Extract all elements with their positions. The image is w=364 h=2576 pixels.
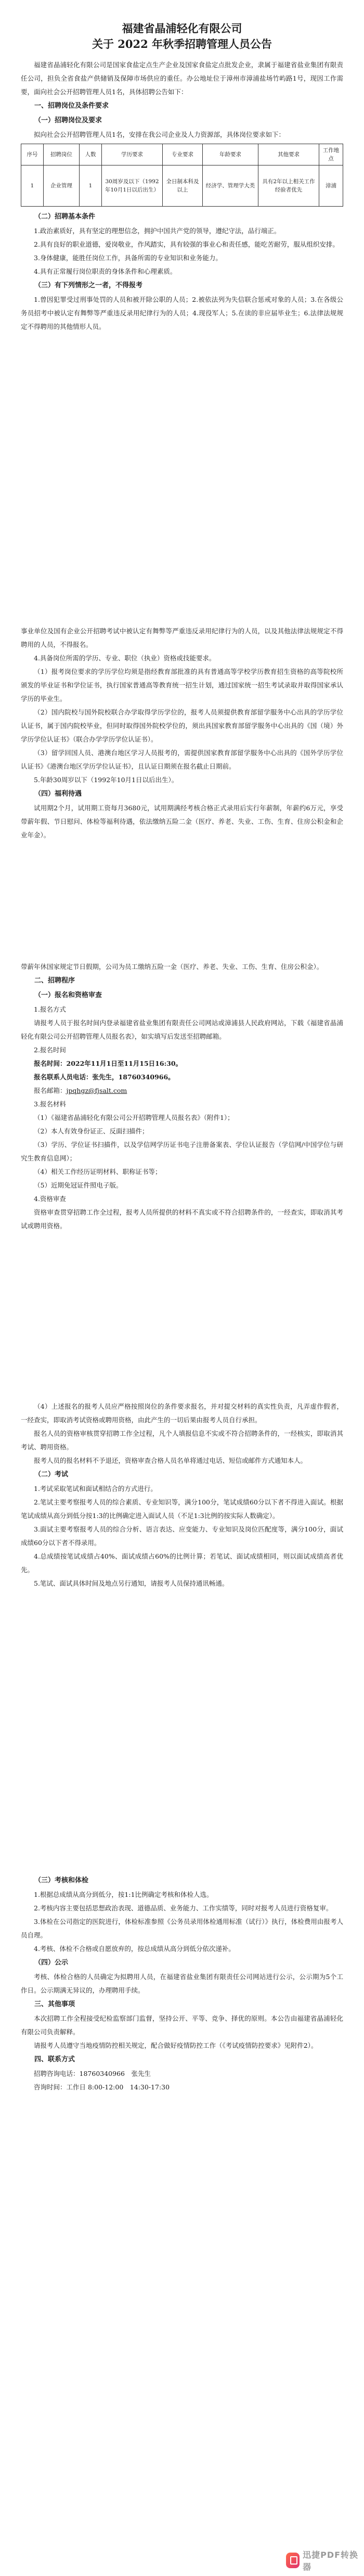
- subsection-heading: （三）考核和体检: [34, 1877, 89, 1884]
- paragraph: 本次招聘工作全程接受纪检监察部门监督，坚持公开、平等、竞争、择优的原则。本公告由福建省晶浦轻化有限公司负责解释。: [21, 2014, 343, 2036]
- condition-item: 4.具有正常履行岗位职责的身体条件和心理素质。: [34, 267, 177, 275]
- paragraph: 事业单位及国有企业公开招聘考试中被认定有舞弊等严重违反录用纪律行为的人员，以及其他法律法规规定不得聘用的人员，不得报名。: [21, 627, 343, 648]
- table-header: 招聘岗位: [44, 144, 80, 165]
- condition-item: 3.身体健康，能胜任岗位工作，具备所需的专业知识和业务能力。: [34, 254, 222, 262]
- exam-item: 2.笔试主要考察报考人员的综合素质、专业知识等，满分100分，笔试成绩60分以下者不得进入面试。根据笔试成绩从高分到低分按1:3的比例确定进入面试人员（不足1:3比例的按实际人数确定）。: [21, 1498, 343, 1520]
- paragraph: 带薪年休国家规定节日假期，公司为员工缴纳五险一金（医疗、养老、失业、工伤、生育、住房公积金）。: [21, 963, 323, 971]
- mail-link[interactable]: jpqhgz@fjsalt.com: [66, 1087, 127, 1094]
- condition-item: 1.政治素质好，具有坚定的理想信念，拥护中国共产党的领导，遵纪守法，品行端正。: [34, 227, 281, 235]
- section-block-2: [21, 624, 343, 842]
- section-heading: 四、联系方式: [34, 2056, 75, 2063]
- notice-title: 关于 2022 年秋季招聘管理人员公告: [92, 37, 272, 50]
- section-heading: 一、招聘岗位及条件要求: [34, 102, 109, 110]
- table-cell: 具有2年以上相关工作经验者优先: [258, 165, 319, 207]
- exam-item: 1.考试采取笔试和面试相结合的方式进行。: [34, 1485, 157, 1493]
- watermark: [286, 2550, 359, 2571]
- section-heading: 二、招聘程序: [34, 977, 75, 985]
- material-item: （3）学历、学位证书扫描件，以及学信网学历证书电子注册备案表、学位认证报告（学信网/中国学位与研究生教育信息网）；: [21, 1141, 343, 1162]
- section-block-1: [21, 21, 343, 334]
- paragraph: 考核、体检合格的人员确定为拟聘用人员，在福建省盐业集团有限责任公司网站进行公示，公示期为5个工作日。公示期满无异议的，办理聘用手续。: [21, 1973, 343, 1994]
- check-item: 1.根据总成绩从高分到低分，按1:1比例确定考核和体检人选。: [34, 1891, 213, 1898]
- table-cell: 漳浦: [319, 165, 343, 207]
- pdf-converter-logo-icon: [286, 2553, 300, 2568]
- subsection-heading: （四）公示: [34, 1959, 69, 1967]
- table-header: 序号: [21, 144, 44, 165]
- section-block-3: [21, 960, 343, 1233]
- table-header: 年龄要求: [203, 144, 258, 165]
- exam-item: 3.面试主要考察报考人员的综合分析、语言表达、应变能力、专业知识及岗位匹配度等，满分100分，面试成绩60分以下者不得录用。: [21, 1525, 343, 1547]
- contact-phone: 18760340966: [79, 2070, 125, 2077]
- table-header: 人数: [80, 144, 102, 165]
- table-header: 其他要求: [258, 144, 319, 165]
- section-block-4: [21, 1400, 343, 1590]
- paragraph: 请报考人员于报名时间内登录福建省盐业集团有限责任公司网站或漳浦县人民政府网站，下载《福建省晶浦轻化有限公司公开招聘管理人员报名表》，如实填写后发送至招聘邮箱。: [21, 1019, 343, 1040]
- paragraph-label: 1.报名方式: [34, 1005, 66, 1013]
- table-cell: 经济学、管理学大类: [203, 165, 258, 207]
- table-cell: 企业管理: [44, 165, 80, 207]
- mail-label: 报名邮箱：: [34, 1087, 67, 1094]
- check-item: 2.考核内容主要包括思想政治表现、道德品质、业务能力、工作实绩等，同时对报考人员进行资格复审。: [34, 1904, 333, 1912]
- condition-item: 2.具有良好的职业道德，爱岗敬业，作风踏实，具有较强的事业心和责任感，能吃苦耐劳，服从组织安排。: [34, 240, 339, 248]
- subsection-heading: （四）福利待遇: [34, 790, 82, 798]
- paragraph: 试用期2个月，试用期工资每月3680元，试用期满经考核合格正式录用后实行年薪制，年薪约6万元，享受带薪年假、节日慰问、体检等福利待遇，依法缴纳五险二金（医疗、养老、失业、工伤、生育、住房公积金和企业年金）。: [21, 804, 343, 839]
- exam-item: 5.笔试、面试具体时间及地点另行通知，请报考人员保持通讯畅通。: [34, 1579, 229, 1587]
- paragraph-label: 3.报名材料: [34, 1100, 66, 1108]
- paragraph: 资格审查贯穿招聘工作全过程，报考人员所提供的材料不真实或不符合招聘条件的，一经查实，即取消其考试或聘用资格。: [21, 1208, 343, 1230]
- table-header-row: [21, 144, 343, 165]
- contact-phone-line: [21, 2067, 343, 2081]
- table-header: 工作地点: [319, 144, 343, 165]
- job-table: [21, 144, 343, 207]
- section-block-5: [21, 1873, 343, 2094]
- paragraph-label: 4.资格审查: [34, 1195, 66, 1203]
- paragraph: （4）上述报名的报考人员应严格按照岗位的条件要求报名，并对提交材料的真实性负责，凡弄虚作假者，一经查实，即取消考试资格或聘用资格，由此产生的一切后果由报考人员自行承担。: [21, 1402, 343, 1424]
- rule-item: （3）留学回国人员、港澳台地区学习人员报考的，需提供国家教育部留学服务中心出具的《国外学历学位认证书》《港澳台地区学历学位认证书》，且认证日期须在报名截止日期前。: [21, 749, 343, 770]
- table-header: 专业要求: [163, 144, 203, 165]
- paragraph: 报名人员的资格审核贯穿招聘工作全过程，凡个人填报信息不实或不符合招聘条件的，一经核实，即取消其考试、聘用资格。: [21, 1430, 343, 1451]
- watermark-text: 迅捷PDF转换器: [303, 2550, 359, 2572]
- contact-phone-label: 招聘咨询电话：: [34, 2070, 80, 2077]
- rule-item: （2）国内院校与国外院校联合办学取得学历学位的，报考人员须提供教育部留学服务中心出具的学历学位认证书，属于国内院校毕业，但同时取得国外院校学位的，须出具国家教育部留学服务中心出具的《国（境）外学历学位认证书》（联合办学学历学位认证书）。: [21, 708, 343, 743]
- paragraph: 拟向社会公开招聘管理人员1名，安排在我公司企业及人力资源部，具体岗位要求如下：: [34, 131, 285, 138]
- material-item: （4）相关工作经历证明材料、职称证书等；: [34, 1168, 162, 1176]
- check-item: 3.体检在公司指定的医院进行，体检标准参照《公务员录用体检通用标准（试行）》执行，体检费用由报考人员自理。: [21, 1918, 343, 1939]
- subsection-heading: （二）招聘基本条件: [34, 213, 96, 221]
- paragraph: 5.年龄30周岁以下（1992年10月1日以后出生）。: [34, 776, 178, 784]
- table-header: 学历要求: [102, 144, 163, 165]
- table-cell: 1: [80, 165, 102, 207]
- material-item: （1）《福建省晶浦轻化有限公司公开招聘管理人员报名表》（附件1）；: [34, 1114, 234, 1121]
- exam-item: 4.总成绩按笔试成绩占40%、面试成绩占60%的比例计算；若笔试、面试成绩相同，则以面试成绩高者优先。: [21, 1552, 343, 1574]
- material-item: （2）本人有效身份证正、反面扫描件；: [34, 1127, 149, 1135]
- table-cell: 1: [21, 165, 44, 207]
- table-cell: 全日制本科及以上: [163, 165, 203, 207]
- work-time: 咨询时间：工作日 8:00-12:00 14:30-17:30: [34, 2083, 170, 2091]
- paragraph: 报考人员的报名材料不予退还，资格审查合格人员名单将通过电话、短信或邮件方式通知本人。: [34, 1457, 307, 1464]
- paragraph: 1.曾因犯罪受过刑事处罚的人员和被开除公职的人员；2.被依法列为失信联合惩戒对象的人员；3.在各级公务员招考中被认定有舞弊等严重违反录用纪律行为的人员；4.现役军人；5.在读的非应届毕业生；6.法律法规规定不得聘用的其他情形人员。: [21, 296, 343, 330]
- company-title: 福建省晶浦轻化有限公司: [122, 22, 242, 35]
- mail-line: [21, 1084, 343, 1098]
- table-cell: 30周岁及以下（1992年10月1日以后出生）: [102, 165, 163, 207]
- contact-line: 报名联系人员电话：张先生，18760340966。: [34, 1073, 175, 1081]
- subsection-heading: （一）招聘岗位及要求: [34, 117, 102, 124]
- paragraph: 报名时间：2022年11月1日至11月15日16:30。: [34, 1060, 183, 1067]
- paragraph: 4.具备岗位所需的学历、专业、职位（执业）资格或技能要求。: [34, 654, 216, 662]
- material-item: （5）近期免冠证件照电子版。: [34, 1181, 123, 1189]
- contact-person: 张先生: [131, 2070, 151, 2077]
- subsection-heading: （一）报名和资格审查: [34, 991, 102, 999]
- intro-paragraph: 福建省晶浦轻化有限公司是国家食盐定点生产企业及国家食盐定点批发企业，隶属于福建省盐业集团有限责任公司，担负全省食盐产供储销及保障市场供应的重任。办公地址位于漳州市漳浦盐场竹屿路1号，现因工作需要，面向社会公开招聘管理人员1名，具体招聘公告如下：: [21, 61, 343, 96]
- subsection-heading: （二）考试: [34, 1471, 69, 1478]
- rule-item: （1）报考岗位要求的学历学位均须是指经教育部批准的具有普通高等学校学历教育招生资格的高等院校所颁发的毕业证书和学位证书，执行国家普通高等教育统一招生计划，通过国家统一招生考试录取并取得国家承认学历的毕业生。: [21, 668, 343, 703]
- subsection-heading: （三）有下列情形之一者，不得报考: [34, 282, 143, 289]
- check-item: 4.考核、体检不合格或自愿放弃的，按总成绩从高分到低分依次递补。: [34, 1945, 235, 1953]
- section-heading: 三、其他事项: [34, 2000, 75, 2008]
- paragraph-label: 2.报名时间: [34, 1046, 66, 1054]
- paragraph: 请报考人员遵守当地疫情防控相关规定，配合做好疫情防控工作（《考试疫情防控要求》见附件2）。: [34, 2042, 318, 2049]
- table-row: [21, 165, 343, 207]
